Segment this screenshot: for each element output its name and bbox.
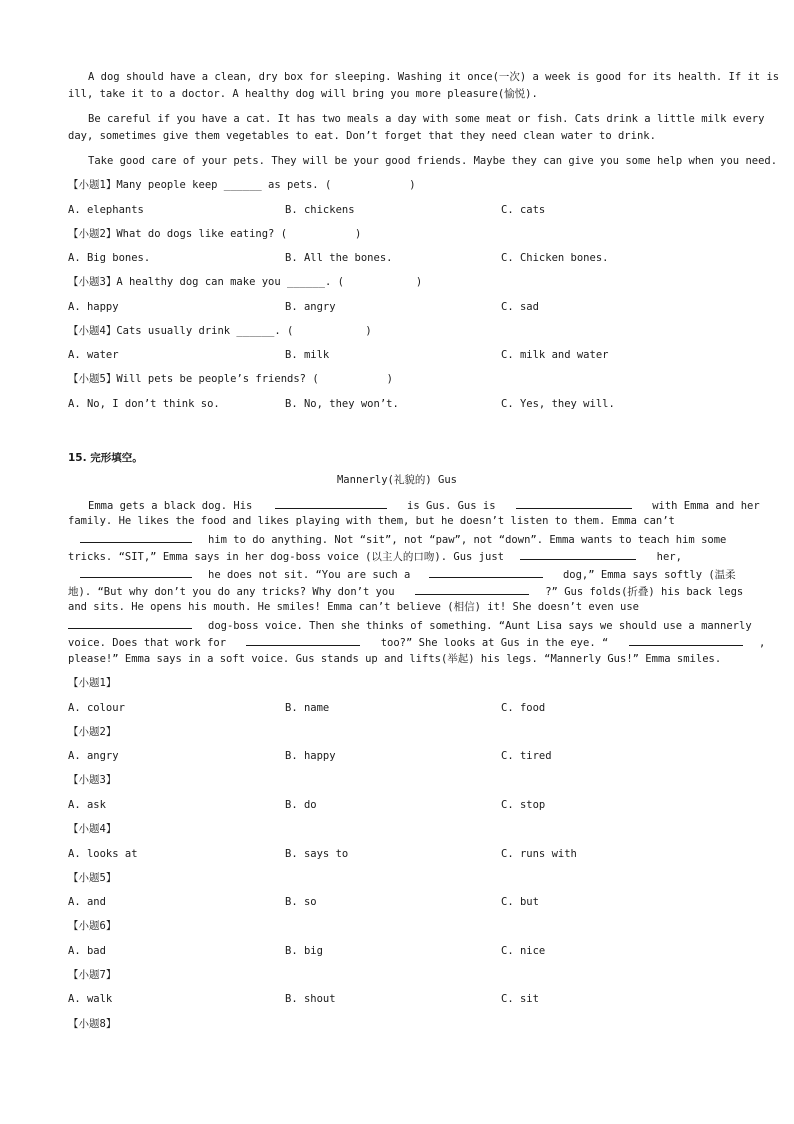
option-a[interactable]: A. water <box>68 349 119 361</box>
reading-paragraph-3: Take good care of your pets. They will be your good friends. Maybe they can give you some help when you need. <box>88 155 778 167</box>
option-b[interactable]: B. so <box>285 896 317 908</box>
option-c[interactable]: C. cats <box>501 204 546 216</box>
option-b[interactable]: B. chickens <box>285 204 355 216</box>
option-c[interactable]: C. Yes, they will. <box>501 398 615 410</box>
cloze-line-9: voice. Does that work for too?” She looks at Gus in the eye. “ , <box>68 633 726 652</box>
reading-paragraph-2-line-2: day, sometimes give them vegetables to eat. Don’t forget that they need clean water to drink. <box>68 130 656 142</box>
option-a[interactable]: A. walk <box>68 993 113 1005</box>
option-a[interactable]: A. happy <box>68 301 119 313</box>
cloze-question-7: 【小题7】 <box>68 969 117 981</box>
cloze-line-10: please!” Emma says in a soft voice. Gus stands up and lifts(举起) his legs. “Mannerly Gus!” Emma smiles. <box>68 653 722 665</box>
cloze-line-1: Emma gets a black dog. His is Gus. Gus is with Emma and her <box>88 496 746 515</box>
option-c[interactable]: C. Chicken bones. <box>501 252 609 264</box>
option-a[interactable]: A. bad <box>68 945 106 957</box>
option-a[interactable]: A. and <box>68 896 106 908</box>
option-c[interactable]: C. runs with <box>501 848 577 860</box>
cloze-question-2: 【小题2】 <box>68 726 117 738</box>
cloze-line-7: and sits. He opens his mouth. He smiles! Emma can’t believe (相信) it! She doesn’t even use <box>68 601 639 613</box>
cloze-blank-10[interactable] <box>629 633 743 646</box>
cloze-question-4: 【小题4】 <box>68 823 117 835</box>
cloze-blank-8[interactable] <box>68 616 192 629</box>
cloze-blank-1[interactable] <box>275 496 387 509</box>
option-b[interactable]: B. happy <box>285 750 336 762</box>
cloze-line-5: he does not sit. “You are such a dog,” Emma says softly (温柔 <box>68 565 726 584</box>
option-c[interactable]: C. tired <box>501 750 552 762</box>
option-a[interactable]: A. colour <box>68 702 125 714</box>
reading-question-1: 【小题1】Many people keep ______ as pets. ( ) <box>68 179 416 191</box>
cloze-question-6: 【小题6】 <box>68 920 117 932</box>
option-a[interactable]: A. elephants <box>68 204 144 216</box>
option-b[interactable]: B. name <box>285 702 330 714</box>
option-c[interactable]: C. but <box>501 896 539 908</box>
reading-paragraph-2-line-1: Be careful if you have a cat. It has two meals a day with some meat or fish. Cats drink a little milk every <box>88 113 765 125</box>
reading-question-3: 【小题3】A healthy dog can make you ______. ( ) <box>68 276 423 288</box>
option-b[interactable]: B. No, they won’t. <box>285 398 399 410</box>
option-b[interactable]: B. says to <box>285 848 349 860</box>
cloze-blank-5[interactable] <box>80 565 192 578</box>
option-a[interactable]: A. angry <box>68 750 119 762</box>
reading-question-4: 【小题4】Cats usually drink ______. ( ) <box>68 325 372 337</box>
option-b[interactable]: B. All the bones. <box>285 252 393 264</box>
option-c[interactable]: C. milk and water <box>501 349 609 361</box>
cloze-blank-3[interactable] <box>80 530 192 543</box>
option-a[interactable]: A. No, I don’t think so. <box>68 398 220 410</box>
cloze-line-8: dog-boss voice. Then she thinks of something. “Aunt Lisa says we should use a mannerly <box>68 616 726 635</box>
option-c[interactable]: C. stop <box>501 799 546 811</box>
option-b[interactable]: B. do <box>285 799 317 811</box>
cloze-question-5: 【小题5】 <box>68 872 117 884</box>
option-b[interactable]: B. angry <box>285 301 336 313</box>
cloze-blank-9[interactable] <box>246 633 360 646</box>
option-b[interactable]: B. big <box>285 945 323 957</box>
cloze-line-2: family. He likes the food and likes playing with them, but he doesn’t listen to them. Emma can’t <box>68 515 675 527</box>
cloze-question-1: 【小题1】 <box>68 677 117 689</box>
passage-title: Mannerly(礼貌的) Gus <box>336 474 457 486</box>
cloze-blank-4[interactable] <box>520 547 636 560</box>
reading-question-5: 【小题5】Will pets be people’s friends? ( ) <box>68 373 393 385</box>
cloze-line-6: 地). “But why don’t you do any tricks? Why don’t you ?” Gus folds(折叠) his back legs <box>68 582 726 601</box>
reading-question-2: 【小题2】What do dogs like eating? ( ) <box>68 228 362 240</box>
reading-paragraph-1-line-1: A dog should have a clean, dry box for sleeping. Washing it once(一次) a week is good for its health. If it is <box>88 71 780 83</box>
cloze-question-8: 【小题8】 <box>68 1018 117 1030</box>
cloze-question-3: 【小题3】 <box>68 774 117 786</box>
reading-paragraph-1-line-2: ill, take it to a doctor. A healthy dog will bring you more pleasure(愉悦). <box>68 88 538 100</box>
option-b[interactable]: B. milk <box>285 349 330 361</box>
cloze-blank-6[interactable] <box>429 565 543 578</box>
option-a[interactable]: A. looks at <box>68 848 138 860</box>
option-c[interactable]: C. sit <box>501 993 539 1005</box>
option-a[interactable]: A. Big bones. <box>68 252 151 264</box>
option-c[interactable]: C. nice <box>501 945 546 957</box>
option-c[interactable]: C. food <box>501 702 546 714</box>
option-c[interactable]: C. sad <box>501 301 539 313</box>
option-b[interactable]: B. shout <box>285 993 336 1005</box>
option-a[interactable]: A. ask <box>68 799 106 811</box>
section-heading: 15. 完形填空。 <box>68 452 143 464</box>
cloze-blank-2[interactable] <box>516 496 632 509</box>
cloze-line-3: him to do anything. Not “sit”, not “paw”, not “down”. Emma wants to teach him some <box>68 530 726 549</box>
cloze-blank-7[interactable] <box>415 582 529 595</box>
cloze-line-4: tricks. “SIT,” Emma says in her dog-boss voice (以主人的口吻). Gus just her, <box>68 547 726 566</box>
